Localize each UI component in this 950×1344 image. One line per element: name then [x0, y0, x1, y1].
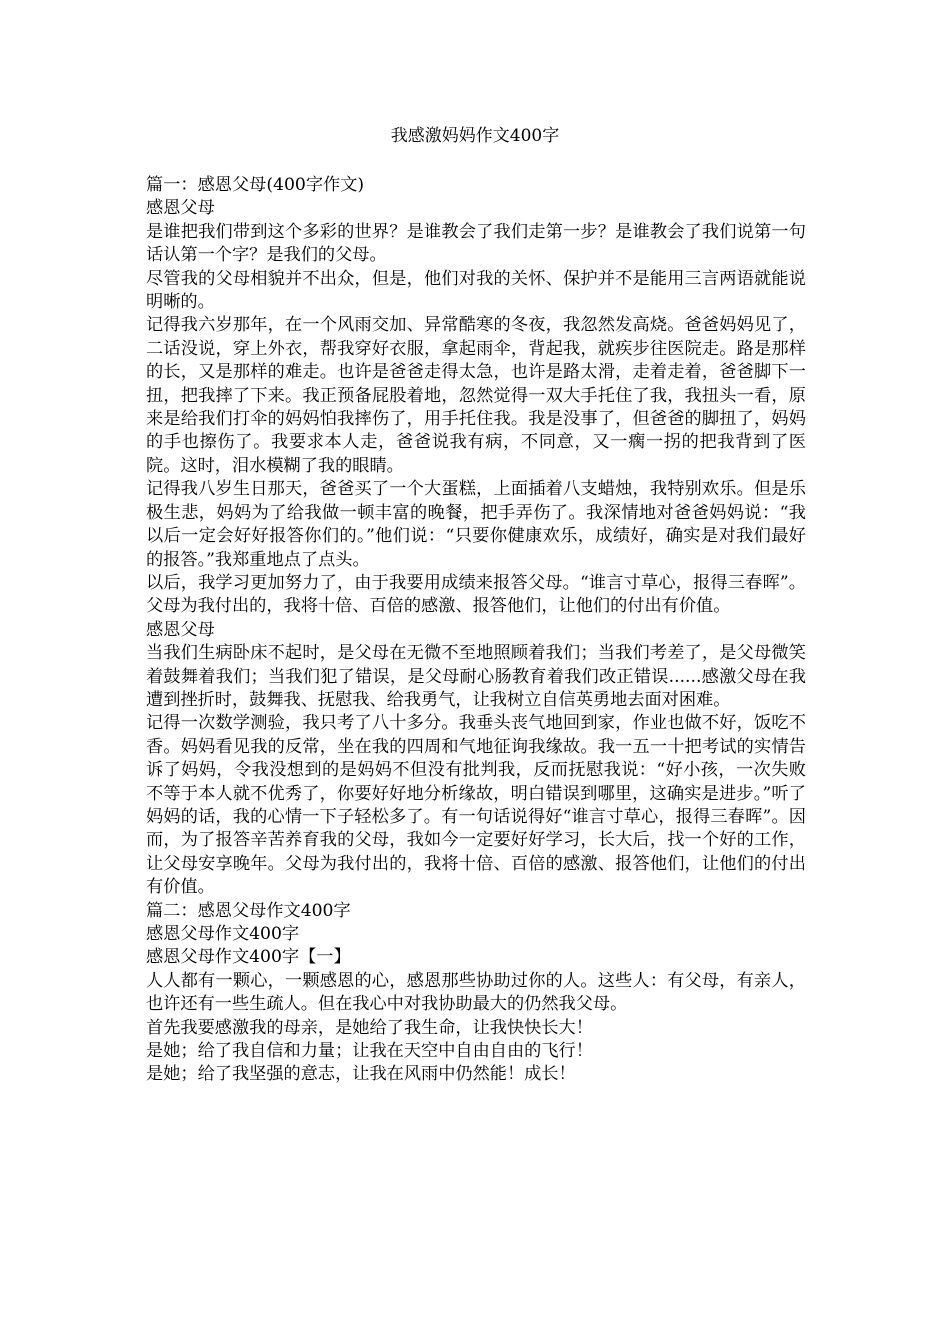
paragraph: 当我们生病卧床不起时，是父母在无微不至地照顾着我们；当我们考差了，是父母微笑着鼓舞着我们；当我们犯了错误，是父母耐心肠教育着我们改正错误......感激父母在我遭到挫折时，鼓舞我、抚慰我、给我勇气，让我树立自信英勇地去面对困难。: [146, 643, 806, 710]
paragraph: 是谁把我们带到这个多彩的世界？是谁教会了我们走第一步？是谁教会了我们说第一句话认第一个字？是我们的父母。: [146, 221, 806, 266]
paragraph: 记得我六岁那年，在一个风雨交加、异常酷寒的冬夜，我忽然发高烧。爸爸妈妈见了，二话没说，穿上外衣，帮我穿好衣服，拿起雨伞，背起我，就疾步往医院走。路是那样的长，又是那样的难走。也许是爸爸走得太急，也许是路太滑，走着走着，爸爸脚下一扭，把我摔了下来。我正预备屁股着地，忽然觉得一双大手托住了我，我扭头一看，原来是给我们打伞的妈妈怕我摔伤了，用手托住我。我是没事了，但爸爸的脚扭了，妈妈的手也擦伤了。我要求本人走，爸爸说我有病，不同意，又一瘸一拐的把我背到了医院。这时，泪水模糊了我的眼睛。: [146, 315, 806, 476]
subheading: 感恩父母作文400字: [146, 924, 300, 944]
section-heading: 篇二：感恩父母作文400字: [146, 900, 351, 921]
paragraph: 是她；给了我坚强的意志，让我在风雨中仍然能！成长！: [146, 1064, 576, 1085]
subheading: 感恩父母: [146, 619, 215, 640]
paragraph: 以后，我学习更加努力了，由于我要用成绩来报答父母。“谁言寸草心，报得三春晖”。父母为我付出的，我将十倍、百倍的感激、报答他们，让他们的付出有价值。: [146, 572, 806, 617]
paragraph: 记得一次数学测验，我只考了八十多分。我垂头丧气地回到家，作业也做不好，饭吃不香。妈妈看见我的反常，坐在我的四周和气地征询我缘故。我一五一十把考试的实情告诉了妈妈，令我没想到的是妈妈不但没有批判我，反而抚慰我说：“好小孩，一次失败不等于本人就不优秀了，你要好好地分析缘故，明白错误到哪里，这确实是进步。”听了妈妈的话，我的心情一下子轻松多了。有一句话说得好“谁言寸草心，报得三春晖”。因而，为了报答辛苦养育我的父母，我如今一定要好好学习，长大后，找一个好的工作，让父母安享晚年。父母为我付出的，我将十倍、百倍的感激、报答他们，让他们的付出有价值。: [146, 713, 806, 898]
document-title: 我感激妈妈作文400字: [390, 126, 560, 146]
document-body: [146, 174, 806, 1087]
paragraph: 尽管我的父母相貌并不出众，但是，他们对我的关怀、保护并不是能用三言两语就能说明晰的。: [146, 268, 806, 313]
subheading: 感恩父母: [146, 198, 215, 219]
section-heading: 篇一：感恩父母(400字作文): [146, 175, 365, 195]
paragraph: 人人都有一颗心，一颗感恩的心，感恩那些协助过你的人。这些人：有父母，有亲人，也许还有一些生疏人。但在我心中对我协助最大的仍然我父母。: [146, 970, 806, 1015]
subheading: 感恩父母作文400字【一】: [146, 947, 351, 968]
paragraph: 记得我八岁生日那天，爸爸买了一个大蛋糕，上面插着八支蜡烛，我特别欢乐。但是乐极生悲，妈妈为了给我做一顿丰富的晚餐，把手弄伤了。我深情地对爸爸妈妈说：“我以后一定会好好报答你们的。”他们说：“只要你健康欢乐，成绩好，确实是对我们最好的报答。”我郑重地点了点头。: [146, 479, 806, 570]
paragraph: 首先我要感激我的母亲，是她给了我生命，让我快快长大！: [146, 1017, 593, 1038]
paragraph: 是她；给了我自信和力量；让我在天空中自由自由的飞行！: [146, 1041, 593, 1062]
